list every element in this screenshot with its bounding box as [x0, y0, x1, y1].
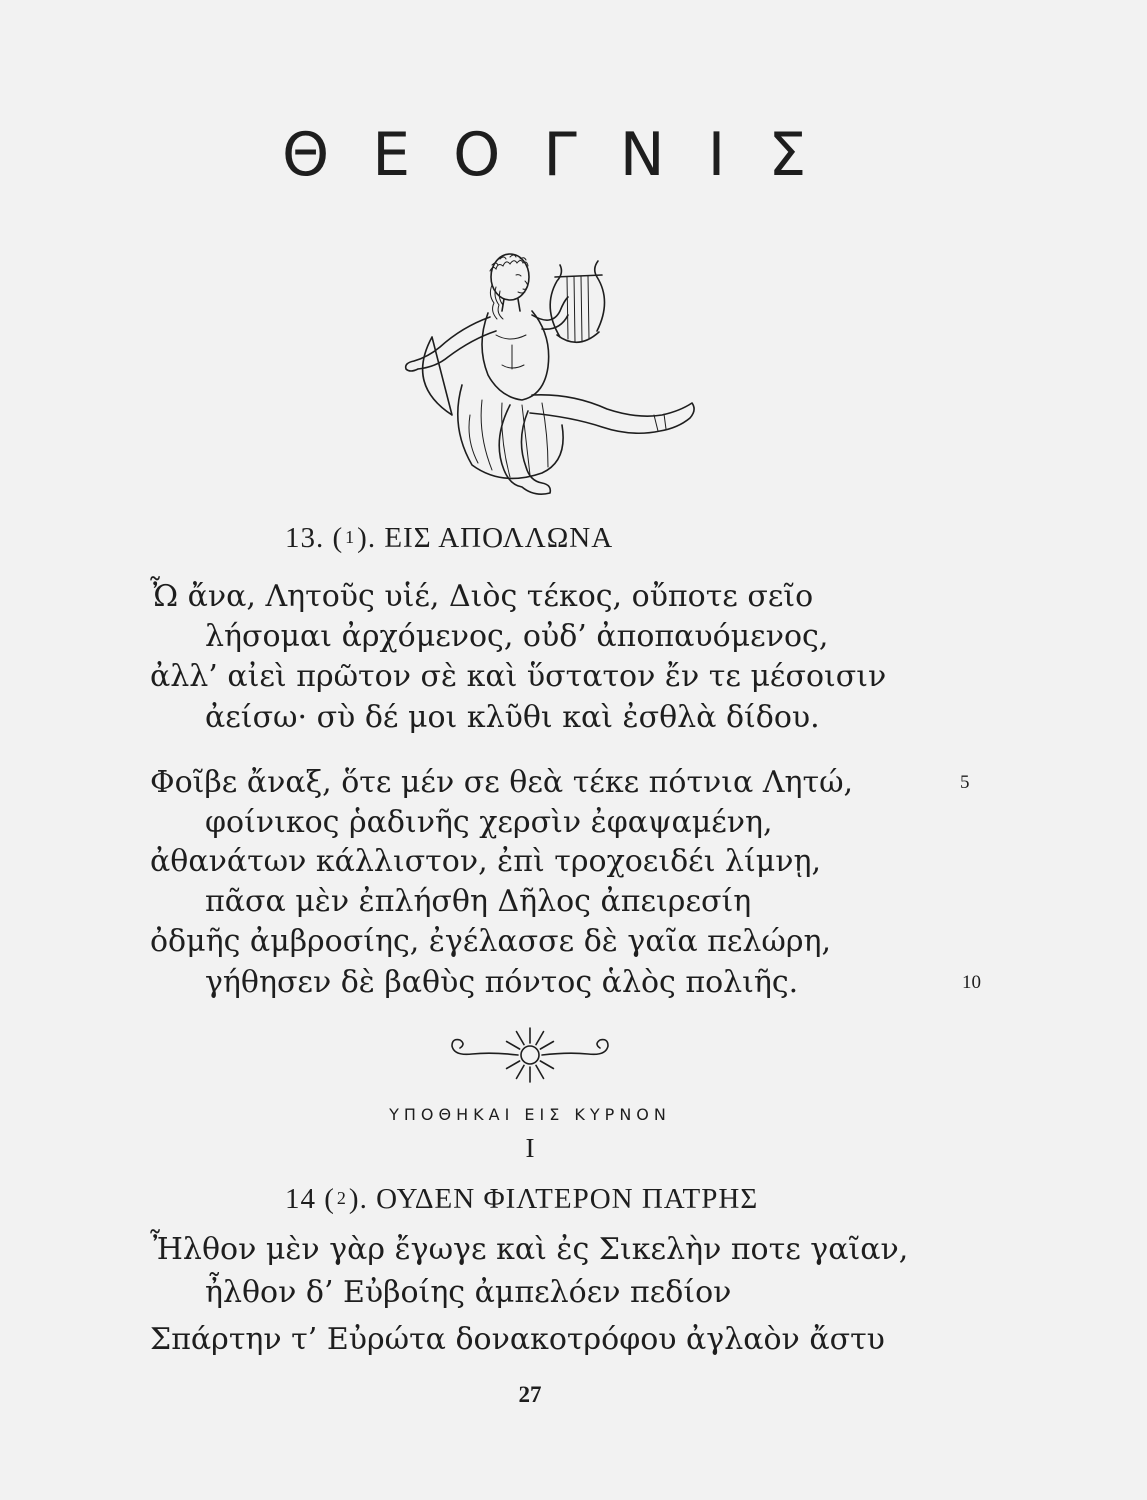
poem-14-line-2: ἦλθον δ’ Εὐβοίης ἀμπελόεν πεδίον: [205, 1275, 732, 1310]
poem-14-line-1: Ἦλθον μὲν γὰρ ἔγωγε καὶ ἐς Σικελὴν ποτε γαῖαν,: [150, 1232, 909, 1267]
poem-13-heading-ref: 1: [345, 527, 356, 547]
figure-kneeling-leg: [499, 405, 550, 494]
poem-14-heading-ref: 2: [336, 1188, 347, 1208]
poem-13-line-9: ὀδμῆς ἀμβροσίης, ἐγέλασσε δὲ γαῖα πελώρη,: [150, 924, 832, 959]
figure-neck: [502, 299, 520, 311]
sun-disc: [521, 1046, 539, 1064]
poem-13-line-5: Φοῖβε ἄναξ, ὅτε μέν σε θεὰ τέκε πότνια Λητώ,: [150, 765, 854, 800]
apollo-with-lyre-illustration: [392, 235, 702, 505]
poem-13-line-1: Ὦ ἄνα, Λητοῦς υἱέ, Διὸς τέκος, οὔποτε σεῖο: [150, 579, 814, 614]
figure-torso: [482, 311, 549, 400]
poem-13-line-6: φοίνικος ῥαδινῆς χερσὶν ἐφαψαμένη,: [205, 805, 773, 840]
poem-13-heading-prefix: 13. (: [285, 522, 344, 554]
figure-drapery: [458, 385, 563, 478]
poem-13-line-2: λήσομαι ἀρχόμενος, οὐδ’ ἀποπαυόμενος,: [205, 619, 829, 654]
poem-13-line-8: πᾶσα μὲν ἐπλήσθη Δῆλος ἀπειρεσίη: [205, 884, 752, 919]
lyre-icon: [550, 261, 604, 342]
figure-head: [490, 254, 529, 319]
poem-13-heading: [285, 520, 613, 555]
poem-14-heading-title: ). ΟΥΔΕΝ ΦΙΛΤΕΡΟΝ ΠΑΤΡΗΣ: [348, 1183, 759, 1215]
poem-14-heading-prefix: 14 (: [285, 1183, 335, 1215]
poem-14-line-3: Σπάρτην τ’ Εὐρώτα δονακοτρόφου ἀγλαὸν ἄστυ: [150, 1322, 885, 1357]
poem-13-line-3: ἀλλ’ αἰεὶ πρῶτον σὲ καὶ ὕστατον ἔν τε μέσοισιν: [150, 659, 887, 694]
poem-13-line-10: γήθησεν δὲ βαθὺς πόντος ἁλὸς πολιῆς.: [205, 965, 799, 1000]
line-number-10: 10: [962, 972, 981, 993]
winged-sun-ornament: [438, 1024, 618, 1086]
poem-13-heading-title: ). ΕΙΣ ΑΠΟΛΛΩΝΑ: [357, 522, 614, 554]
figure-chest-lines: [496, 335, 526, 369]
section-header: ΥΠΟΘΗΚΑΙ ΕΙΣ ΚΥΡΝΟΝ: [389, 1105, 671, 1124]
poem-13-line-7: ἀθανάτων κάλλιστον, ἐπὶ τροχοειδέι λίμνῃ,: [150, 844, 822, 879]
author-title: ΘΕΟΓΝΙΣ: [282, 120, 850, 190]
page-number: 27: [518, 1382, 542, 1407]
figure-running-leg: [530, 395, 694, 433]
book-numeral: I: [525, 1133, 535, 1163]
poem-13-line-4: ἀείσω· σὺ δέ μοι κλῦθι καὶ ἐσθλὰ δίδου.: [205, 700, 820, 735]
poem-14-heading: [285, 1181, 758, 1216]
line-number-5: 5: [960, 772, 970, 793]
